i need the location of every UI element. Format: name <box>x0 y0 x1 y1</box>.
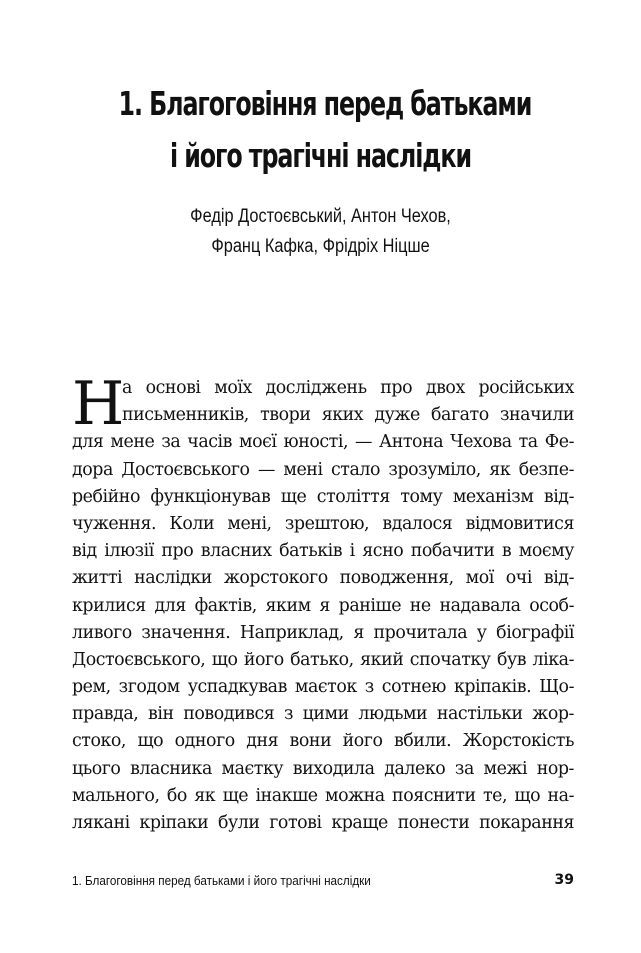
body-line: правда, він поводився з цими людьми настільки жор- <box>72 704 574 725</box>
body-line: цього власника маєтку виходила далеко за межі нор- <box>72 758 574 779</box>
authors-line-2: Франц Кафка, Фрідріх Ніцше <box>211 236 430 257</box>
body-line: рем, згодом успадкував маєток з сотнею кріпаків. Що- <box>72 677 574 698</box>
authors-line-1: Федір Достоєвський, Антон Чехов, <box>190 206 451 227</box>
body-line: ливого значення. Наприклад, я прочитала у біографії <box>72 622 574 643</box>
body-line: стоко, що одного дня вони його вбили. Жорстокість <box>72 731 574 752</box>
body-line: для мене за часів моєї юності, — Антона Чехова та Фе- <box>72 432 574 453</box>
body-line: від ілюзії про власних батьків і ясно побачити в моєму <box>72 541 574 562</box>
body-paragraph <box>72 369 574 837</box>
body-line: а основі моїх досліджень про двох російських <box>122 378 574 398</box>
body-line: лякані кріпаки були готові краще понести покарання <box>72 813 574 833</box>
running-title: 1. Благоговіння перед батьками і його трагічні наслідки <box>72 873 371 888</box>
body-line: чуження. Коли мені, зрештою, вдалося відмовитися <box>72 513 574 534</box>
body-line: Достоєвського, що його батько, який спочатку був лікa- <box>72 649 574 670</box>
body-line: крилися для фактів, яким я раніше не надавала особ- <box>72 595 574 616</box>
chapter-authors <box>79 202 561 262</box>
body-line: ребійно функціонував ще століття тому механізм від- <box>72 486 574 507</box>
body-line: житті наслідки жорстокого поводження, мої очі від- <box>72 568 574 589</box>
body-line: письменників, твори яких дуже багато значили <box>122 405 574 426</box>
drop-cap: Н <box>72 369 125 439</box>
chapter-title-line-2: і його трагічні наслідки <box>169 136 472 175</box>
chapter-title <box>118 78 532 182</box>
body-line: дора Достоєвського — мені стало зрозуміло, як безпе- <box>72 459 574 480</box>
page-footer <box>72 873 574 893</box>
body-line: мального, бо як ще інакше можна пояснити те, що на- <box>72 785 574 806</box>
chapter-title-line-1: 1. Благоговіння перед батьками <box>118 84 532 123</box>
page-number: 39 <box>554 872 574 888</box>
